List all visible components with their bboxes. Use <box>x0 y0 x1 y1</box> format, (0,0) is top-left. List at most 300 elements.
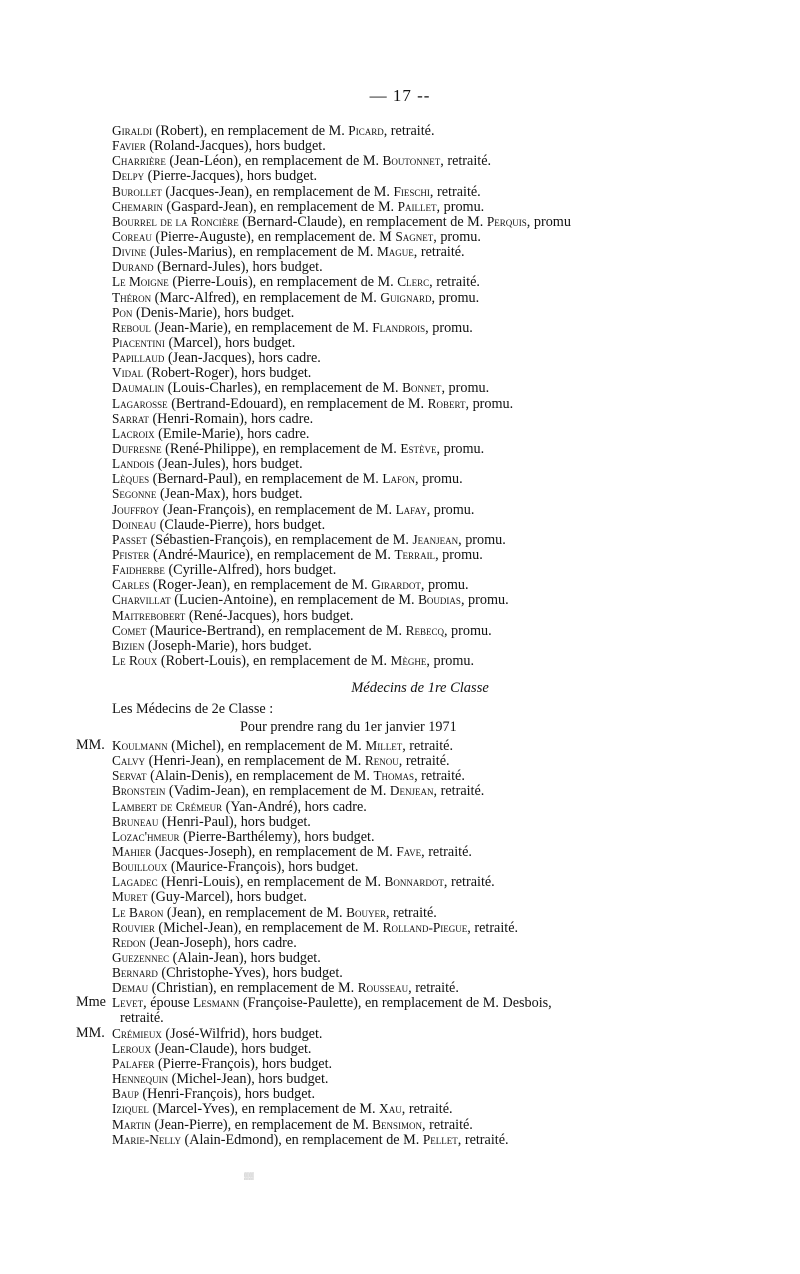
entry-details: (Jules-Marius), en remplacement de M. <box>146 244 377 261</box>
entry-text <box>112 577 469 593</box>
entry-surname: Lacroix <box>112 425 155 441</box>
entry-text <box>112 456 303 472</box>
entry-surname: Palafer <box>112 1055 155 1071</box>
list-entry <box>0 829 800 844</box>
list-entry <box>0 814 800 829</box>
entry-status: , retraité. <box>386 904 437 921</box>
list-entry <box>0 1056 800 1071</box>
entry-details: (Jean-François), en remplacement de M. <box>159 501 396 518</box>
entry-details: (Christian), en remplacement de M. <box>148 980 358 997</box>
entry-status: , promu. <box>420 577 469 594</box>
entry-details: (Sébastien-François), en remplacement de M. <box>146 531 413 548</box>
entry-replaced-surname: Robert <box>427 395 466 411</box>
entry-surname: Lagadec <box>112 874 158 890</box>
entry-details: (Pierre-Auguste), en remplacement de. M <box>151 228 396 245</box>
entry-text <box>112 905 437 921</box>
entry-text <box>112 486 303 502</box>
entry-text <box>112 592 509 608</box>
entry-details: (Michel-Jean), hors budget. <box>168 1071 329 1088</box>
entry-details: (Marcel), hors budget. <box>164 334 296 351</box>
entry-status: , promu. <box>426 501 475 518</box>
entry-surname: Muret <box>112 889 148 905</box>
entry-status: (Françoise-Paulette), en remplacement de M. Desbois, <box>239 995 552 1012</box>
entry-text <box>112 935 297 951</box>
entry-text <box>112 411 313 427</box>
entry-surname: Redon <box>112 934 146 950</box>
entry-details: (Bernard-Claude), en remplacement de M. <box>238 213 487 230</box>
entry-details: (Lucien-Antoine), en remplacement de M. <box>170 592 419 609</box>
list-entry <box>0 456 800 471</box>
list-entry <box>0 1071 800 1086</box>
entry-replaced-surname: Estève <box>400 440 437 456</box>
entry-surname: Charrière <box>112 153 166 169</box>
list-entry <box>0 995 800 1010</box>
entry-replaced-surname: Bouyer <box>346 904 386 920</box>
entry-replaced-surname: Mèghe <box>390 652 427 668</box>
entry-text <box>112 259 323 275</box>
list-entry <box>0 768 800 783</box>
entry-surname: Burollet <box>112 183 162 199</box>
entry-status: , retraité. <box>422 1116 473 1133</box>
entry-text <box>112 859 358 875</box>
list-entry <box>0 965 800 980</box>
list-entry <box>0 517 800 532</box>
entry-text <box>112 274 480 290</box>
entry-replaced-surname: Bonnardot <box>384 874 444 890</box>
entry-surname: Bouilloux <box>112 859 168 875</box>
entry-text <box>112 290 479 306</box>
entry-details: (Pierre-Louis), en remplacement de M. <box>168 274 398 291</box>
list-entry <box>0 547 800 562</box>
entry-replaced-surname: Renou <box>364 753 399 769</box>
page-number: — 17 -- <box>369 86 431 105</box>
list-entry <box>0 1117 800 1132</box>
entry-text <box>112 532 506 548</box>
entry-details: (Pierre-François), hors budget. <box>154 1055 333 1072</box>
list-entry <box>0 920 800 935</box>
entry-details: (Robert-Louis), en remplacement de M. <box>157 652 391 669</box>
entry-details: (Cyrille-Alfred), hors budget. <box>164 562 337 579</box>
list-entry <box>0 844 800 859</box>
list-entry <box>0 532 800 547</box>
entry-status: , retraité. <box>433 783 485 800</box>
entry-details: (Guy-Marcel), hors budget. <box>147 889 307 906</box>
entry-text <box>112 1132 509 1148</box>
entry-surname: Pfister <box>112 546 150 562</box>
entry-text <box>112 1117 473 1133</box>
entry-status: , retraité. <box>467 919 519 936</box>
entry-status: , retraité. <box>414 768 465 785</box>
entry-details: (Pierre-Barthélemy), hors budget. <box>179 828 375 845</box>
entry-details: (René-Jacques), hors budget. <box>185 607 354 624</box>
entry-replaced-surname: Flandrois <box>372 319 426 335</box>
entry-surname: Marie-Nelly <box>112 1131 181 1147</box>
entry-details: (Michel), en remplacement de M. <box>167 738 366 754</box>
entry-text <box>112 335 295 351</box>
entry-surname: Divine <box>112 244 147 260</box>
entry-details: (Henri-Romain), hors cadre. <box>148 410 314 427</box>
entry-status: , retraité. <box>457 1131 509 1148</box>
entry-status: , promu. <box>436 198 485 215</box>
heading-text: Médecins de 1re Classe <box>351 680 489 696</box>
entry-details: (Robert), en remplacement de M. <box>152 123 349 139</box>
entry-text <box>112 1056 332 1072</box>
entry-text <box>112 199 484 215</box>
list-entry <box>0 502 800 517</box>
entry-text <box>112 844 472 860</box>
entry-surname: Durand <box>112 259 154 275</box>
entry-text <box>112 920 518 936</box>
entry-status: , promu. <box>425 319 473 336</box>
entry-text <box>112 320 473 336</box>
list-entry <box>0 259 800 274</box>
entry-surname: Charvillat <box>112 592 171 608</box>
entry-text <box>112 889 307 905</box>
entry-details: (Jean-Jules), hors budget. <box>154 456 303 473</box>
entry-details: (Roger-Jean), en remplacement de M. <box>149 577 372 594</box>
list-entry <box>0 935 800 950</box>
list-entry <box>0 396 800 411</box>
list-entry <box>0 874 800 889</box>
entry-surname: Bourrel de la Roncière <box>112 213 239 229</box>
entry-details: (José-Wilfrid), hors budget. <box>161 1025 323 1042</box>
list-entry <box>0 153 800 168</box>
entry-text <box>112 441 484 457</box>
entry-replaced-surname: Bensimon <box>372 1116 423 1132</box>
list-entry <box>0 859 800 874</box>
entry-text <box>112 1026 322 1042</box>
entry-details: (Michel-Jean), en remplacement de M. <box>154 919 383 936</box>
entry-text <box>112 396 513 412</box>
list-entry <box>0 290 800 305</box>
entry-details: (Jean-Max), hors budget. <box>156 486 303 503</box>
list-entry <box>0 638 800 653</box>
entry-replaced-surname: Lafay <box>395 501 427 517</box>
entry-text <box>112 1086 315 1102</box>
entry-status: , retraité. <box>398 753 450 770</box>
entry-details: (Marc-Alfred), en remplacement de M. <box>151 289 381 306</box>
entry-surname: Pon <box>112 304 133 320</box>
entry-replaced-surname: Lafon <box>382 471 415 487</box>
list-entry <box>0 184 800 199</box>
entry-text <box>112 783 484 799</box>
entry-replaced-surname: Bonnet <box>402 380 442 396</box>
entry-details: (Jean-Claude), hors budget. <box>151 1040 312 1057</box>
entry-surname: Carles <box>112 577 150 593</box>
entry-details: (Robert-Roger), hors budget. <box>143 365 312 382</box>
list-entry <box>0 623 800 638</box>
entry-details: (René-Philippe), en remplacement de M. <box>161 440 401 457</box>
entry-text <box>112 874 495 890</box>
entry-text <box>112 1041 311 1057</box>
entry-details: (Maurice-Bertrand), en remplacement de M. <box>146 622 406 639</box>
entry-status: , retraité. <box>421 843 472 860</box>
entry-details: (Denis-Marie), hors budget. <box>132 304 295 321</box>
entry-status: , retraité. <box>443 874 495 891</box>
entry-details: (Jean-Joseph), hors cadre. <box>145 934 297 951</box>
list-entry <box>0 562 800 577</box>
list-entry <box>0 138 800 153</box>
entry-details: (Jean), en remplacement de M. <box>163 904 347 921</box>
list-entry <box>0 305 800 320</box>
entry-surname: Favier <box>112 138 146 154</box>
entry-text <box>112 799 367 815</box>
entry-surname: Lozac'hmeur <box>112 828 180 844</box>
entry-status: , promu. <box>436 440 485 457</box>
entry-status: , promu. <box>460 592 509 609</box>
entry-details: , épouse <box>143 995 194 1012</box>
entry-replaced-surname: Jeanjean <box>412 531 459 547</box>
list-entry <box>0 335 800 350</box>
entry-status: , retraité. <box>401 1101 453 1118</box>
entry-surname: Coreau <box>112 228 152 244</box>
list-entry <box>0 889 800 904</box>
list-entry <box>0 244 800 259</box>
entry-details: (Maurice-François), hors budget. <box>167 859 359 876</box>
entry-text <box>112 950 321 966</box>
entry-replaced-surname: Xau <box>379 1101 402 1117</box>
entry-status: , promu. <box>465 395 514 412</box>
entry-details: (Jean-Léon), en remplacement de M. <box>165 153 383 170</box>
list-entry <box>0 486 800 501</box>
entry-text <box>112 350 321 366</box>
promotion-list-section-2 <box>0 738 800 1147</box>
entry-details: (Jacques-Joseph), en remplacement de M. <box>151 843 397 860</box>
list-entry <box>0 905 800 920</box>
entry-prefix: MM. <box>76 737 105 753</box>
entry-text <box>112 138 326 154</box>
entry-surname: Théron <box>112 289 152 305</box>
entry-text <box>112 184 481 200</box>
entry-surname: Bronstein <box>112 783 166 799</box>
list-entry <box>0 980 800 995</box>
entry-status: , retraité. <box>408 980 459 997</box>
entry-details: (Henri-Jean), en remplacement de M. <box>145 753 365 770</box>
entry-text <box>112 829 375 845</box>
entry-surname: Doineau <box>112 516 157 532</box>
entry-text <box>112 738 453 754</box>
entry-status: , promu. <box>441 380 490 397</box>
list-entry <box>0 1132 800 1147</box>
section-heading <box>0 680 800 697</box>
promotion-list-section-1 <box>0 123 800 668</box>
list-entry <box>0 1011 800 1026</box>
entry-surname: Comet <box>112 622 147 638</box>
entry-replaced-surname: Sagnet <box>395 228 434 244</box>
entry-details: (Henri-François), hors budget. <box>138 1086 315 1103</box>
entry-replaced-surname: Fave <box>396 843 422 859</box>
entry-status: , promu. <box>433 228 481 245</box>
entry-replaced-surname: Terrail <box>394 546 436 562</box>
entry-status: , promu. <box>426 652 475 669</box>
list-entry <box>0 1026 800 1041</box>
entry-surname: Jouffroy <box>112 501 160 517</box>
list-entry <box>0 799 800 814</box>
entry-surname: Sarrat <box>112 410 149 426</box>
list-entry <box>0 471 800 486</box>
entry-surname: Vidal <box>112 365 144 381</box>
entry-status: , promu. <box>435 546 483 563</box>
entry-text <box>112 214 571 230</box>
entry-status: , retraité. <box>429 183 481 200</box>
entry-surname: Maitrebobert <box>112 607 186 623</box>
entry-surname: Faidherbe <box>112 562 165 578</box>
entry-text <box>112 995 552 1011</box>
entry-details: (Jean-Pierre), en remplacement de M. <box>150 1116 373 1133</box>
list-entry <box>0 426 800 441</box>
entry-text <box>112 517 325 533</box>
list-entry <box>0 123 800 138</box>
list-entry <box>0 653 800 668</box>
entry-surname: Rouvier <box>112 919 155 935</box>
entry-text <box>112 471 463 487</box>
entry-text <box>112 753 450 769</box>
entry-surname: Lèques <box>112 471 150 487</box>
entry-text <box>112 426 309 442</box>
entry-prefix: MM. <box>76 1024 105 1041</box>
entry-surname: Chemarin <box>112 198 163 214</box>
entry-replaced-surname: Mague <box>376 244 414 260</box>
entry-details: (Christophe-Yves), hors budget. <box>157 965 343 982</box>
entry-status: , promu. <box>443 622 492 639</box>
entry-text <box>112 562 336 578</box>
entry-status: , retraité. <box>440 153 492 170</box>
entry-surname: Iziquel <box>112 1101 149 1117</box>
stamp-mark: ▒▒ <box>244 1172 254 1180</box>
list-entry <box>0 199 800 214</box>
entry-details: (Alain-Edmond), en remplacement de M. <box>180 1131 423 1148</box>
entry-details: (Roland-Jacques), hors budget. <box>145 138 326 155</box>
entry-surname: Guezennec <box>112 949 170 965</box>
entry-replaced-surname: Denjean <box>389 783 434 799</box>
entry-status: , promu. <box>458 531 506 548</box>
list-entry <box>0 1101 800 1116</box>
entry-status: , retraité. <box>383 123 435 139</box>
entry-status: , promu. <box>431 289 480 306</box>
entry-text <box>112 608 354 624</box>
entry-details: (Bernard-Paul), en remplacement de M. <box>149 471 383 488</box>
list-entry <box>0 411 800 426</box>
entry-surname: Le Baron <box>112 904 164 920</box>
entry-replaced-surname: Lesmann <box>193 995 240 1011</box>
rank-date-line: Pour prendre rang du 1er janvier 1971 <box>240 719 457 735</box>
entry-details: (Joseph-Marie), hors budget. <box>144 637 312 654</box>
entry-text <box>112 380 489 396</box>
list-entry <box>0 738 800 753</box>
list-entry <box>0 214 800 229</box>
entry-surname: Servat <box>112 768 147 784</box>
entry-text <box>112 1101 453 1117</box>
entry-replaced-surname: Boutonnet <box>382 153 441 169</box>
list-entry <box>0 592 800 607</box>
entry-details: (Yan-André), hors cadre. <box>222 798 367 815</box>
list-entry <box>0 168 800 183</box>
entry-text <box>112 168 317 184</box>
entry-surname: Leroux <box>112 1040 152 1056</box>
entry-text <box>112 244 465 260</box>
entry-replaced-surname: Paillet <box>397 198 437 214</box>
entry-replaced-surname: Perquis <box>486 213 527 229</box>
entry-replaced-surname: Clerc <box>397 274 430 290</box>
entry-text <box>112 965 343 981</box>
entry-text <box>112 502 474 518</box>
list-entry <box>0 441 800 456</box>
entry-details: (Jean-Marie), en remplacement de M. <box>150 319 373 336</box>
entry-details: (Gaspard-Jean), en remplacement de M. <box>162 198 398 215</box>
entry-text <box>112 153 491 169</box>
entry-replaced-surname: Girardot <box>371 577 421 593</box>
entry-replaced-surname: Rolland-Piegue <box>382 919 468 935</box>
entry-surname: Bruneau <box>112 813 159 829</box>
list-entry <box>0 577 800 592</box>
list-entry <box>0 320 800 335</box>
entry-text <box>112 547 483 563</box>
entry-details: (Henri-Louis), en remplacement de M. <box>157 874 385 891</box>
entry-details: (Jacques-Jean), en remplacement de M. <box>161 183 394 200</box>
entry-surname: Reboul <box>112 319 151 335</box>
list-entry <box>0 365 800 380</box>
entry-surname: Hennequin <box>112 1071 169 1087</box>
entry-surname: Segonne <box>112 486 157 502</box>
list-entry <box>0 753 800 768</box>
entry-surname: Crémieux <box>112 1025 162 1041</box>
list-entry <box>0 783 800 798</box>
entry-surname: Lambert de Crémeur <box>112 798 223 814</box>
list-entry <box>0 1041 800 1056</box>
entry-replaced-surname: Picard <box>348 123 384 138</box>
list-entry <box>0 350 800 365</box>
entry-details: (Pierre-Jacques), hors budget. <box>144 168 318 185</box>
entry-surname: Martin <box>112 1116 151 1132</box>
entry-surname: Bernard <box>112 965 158 981</box>
entry-status: , retraité. <box>429 274 480 291</box>
entry-replaced-surname: Guignard <box>380 289 432 305</box>
entry-replaced-surname: Rousseau <box>357 980 409 996</box>
entry-surname: Giraldi <box>112 123 153 138</box>
list-entry <box>0 608 800 623</box>
entry-details: retraité. <box>120 1009 164 1026</box>
entry-surname: Daumalin <box>112 380 165 396</box>
entry-replaced-surname: Boudias <box>418 592 461 608</box>
entry-surname: Piacentini <box>112 334 165 350</box>
entry-details: (Bernard-Jules), hors budget. <box>153 259 323 276</box>
list-entry <box>0 950 800 965</box>
entry-text <box>112 768 465 784</box>
entry-surname: Passet <box>112 531 147 547</box>
entry-surname: Dufresne <box>112 440 162 456</box>
entry-replaced-surname: Thomas <box>373 768 415 784</box>
entry-text <box>112 229 481 245</box>
entry-details: (Henri-Paul), hors budget. <box>158 813 311 830</box>
entry-details: (Jean-Jacques), hors cadre. <box>164 350 321 367</box>
entry-surname: Demau <box>112 980 149 996</box>
entry-text <box>112 814 311 830</box>
entry-surname: Papillaud <box>112 350 165 366</box>
entry-details: (André-Maurice), en remplacement de M. <box>149 546 395 563</box>
entry-surname: Levet <box>112 995 144 1011</box>
entry-text <box>112 623 492 639</box>
entry-surname: Delpy <box>112 168 145 184</box>
entry-surname: Lagarosse <box>112 395 168 411</box>
list-entry <box>0 274 800 289</box>
entry-surname: Le Moigne <box>112 274 169 290</box>
entry-replaced-surname: Fieschi <box>393 183 430 199</box>
entry-replaced-surname: Pellet <box>422 1131 458 1147</box>
entry-surname: Mahier <box>112 843 152 859</box>
entry-replaced-surname: Millet <box>365 738 403 753</box>
entry-status: , promu. <box>414 471 463 488</box>
entry-details: (Marcel-Yves), en remplacement de M. <box>148 1101 380 1118</box>
